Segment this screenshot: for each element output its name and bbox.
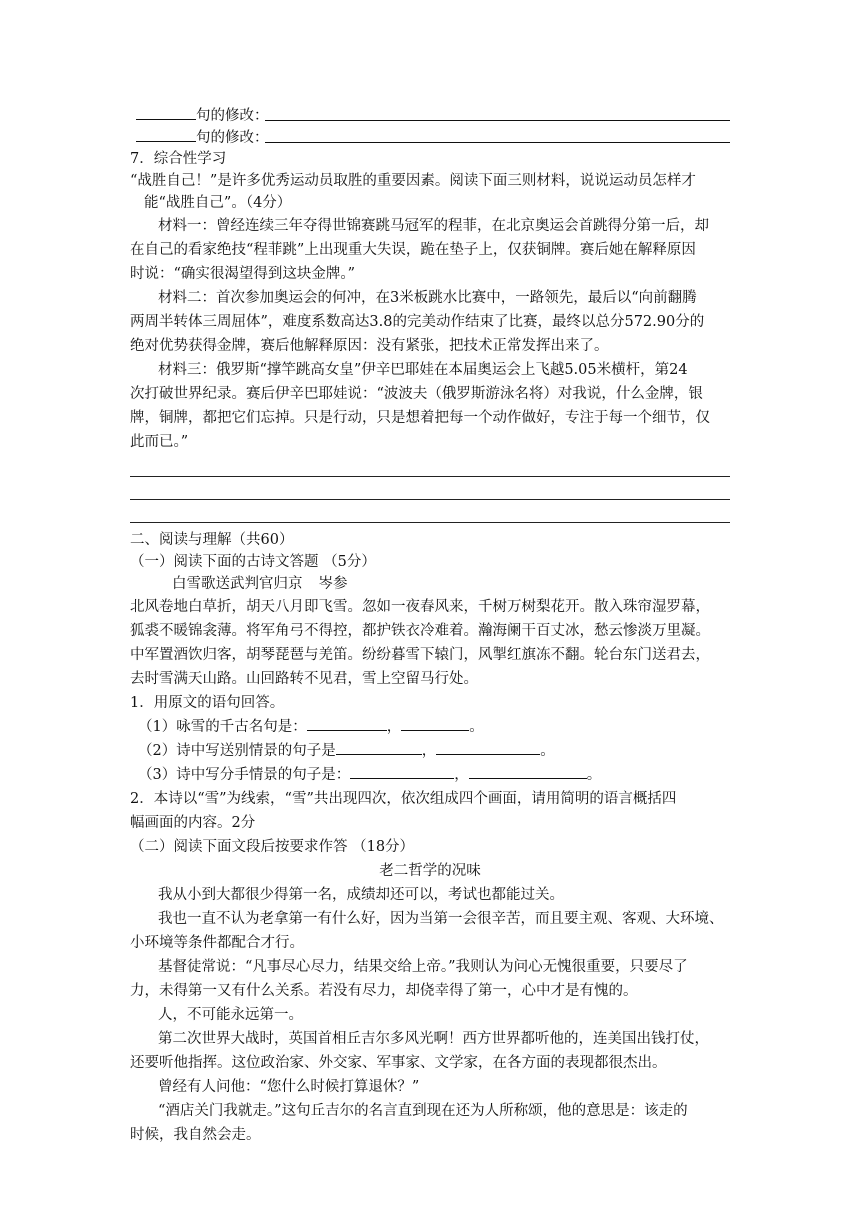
material-3: 材料三：俄罗斯“撑竿跳高女皇”伊辛巴耶娃在本届奥运会上飞越5.05米横杆，第24	[158, 362, 688, 378]
answer-rule[interactable]	[265, 142, 730, 143]
punct: 。	[469, 719, 484, 735]
q7-prompt: “战胜自己！”是许多优秀运动员取胜的重要因素。阅读下面三则材料，说说运动员怎样才	[130, 173, 696, 189]
punct: 。	[540, 743, 555, 759]
material-1: 在自己的看家绝技“程菲跳”上出现重大失误，跪在垫子上，仅获铜牌。赛后她在解释原因	[130, 242, 696, 258]
material-2: 材料二：首次参加奥运会的何冲，在3米板跳水比赛中，一路领先，最后以“向前翻腾	[158, 290, 697, 306]
revise-line-2	[130, 126, 730, 148]
revise-label: 句的修改：	[196, 130, 269, 146]
material-3: 此而已。”	[130, 434, 189, 450]
punct: ，	[454, 767, 469, 783]
answer-rule[interactable]	[130, 477, 730, 500]
answer-area[interactable]	[130, 454, 730, 523]
answer-blank[interactable]	[136, 126, 196, 142]
essay-paragraph: 还要听他指挥。这位政治家、外交家、军事家、文学家，在各方面的表现都很杰出。	[130, 1055, 667, 1071]
answer-blank[interactable]	[136, 104, 196, 120]
question-text: （2）诗中写送别情景的句子是	[138, 743, 336, 759]
essay-paragraph: 第二次世界大战时，英国首相丘吉尔多风光啊！西方世界都听他的，连美国出钱打仗，	[158, 1031, 709, 1047]
question-1-b	[130, 739, 730, 763]
essay-paragraph: 时候，我自然会走。	[130, 1127, 261, 1143]
material-3: 次打破世界纪录。赛后伊辛巴耶娃说：“波波夫（俄罗斯游泳名将）对我说，什么金牌，银	[130, 386, 703, 402]
material-2: 两周半转体三周屈体”，难度系数高达3.8的完美动作结束了比赛，最终以总分572.90分的	[130, 314, 705, 330]
essay-paragraph: 我从小到大都很少得第一名，成绩却还可以，考试也都能过关。	[158, 887, 564, 903]
essay-paragraph: 力，未得第一又有什么关系。若没有尽力，却侥幸得了第一，心中才是有愧的。	[130, 983, 638, 999]
question-text: （1）咏雪的千古名句是：	[138, 719, 307, 735]
answer-blank[interactable]	[401, 715, 469, 731]
material-1: 时说：“确实很渴望得到这块金牌。”	[130, 266, 356, 282]
essay-paragraph: 人，不可能永远第一。	[158, 1007, 303, 1023]
question-1-c	[130, 763, 730, 787]
poem-line: 北风卷地白草折，胡天八月即飞雪。忽如一夜春风来，千树万树梨花开。散入珠帘湿罗幕，	[130, 599, 710, 615]
poem-heading	[130, 573, 730, 595]
exam-page	[130, 104, 730, 1147]
essay-paragraph: 基督徒常说：“凡事尽心尽力，结果交给上帝。”我则认为问心无愧很重要，只要尽了	[158, 959, 688, 975]
punct: ，	[386, 719, 402, 735]
part-one-title: （一）阅读下面的古诗文答题 （5分）	[130, 554, 376, 570]
essay-paragraph: “酒店关门我就走。”这句丘吉尔的名言直到现在还为人所称颂，他的意思是：该走的	[158, 1103, 688, 1119]
material-3: 牌，铜牌，都把它们忘掉。只是行动，只是想着把每一个动作做好，专注于每一个细节，仅	[130, 410, 710, 426]
answer-blank[interactable]	[436, 739, 540, 755]
question-2: 2．本诗以“雪”为线索，“雪”共出现四次，依次组成四个画面，请用简明的语言概括四	[130, 791, 677, 807]
punct: ，	[421, 743, 437, 759]
poem-line: 狐裘不暖锦衾薄。将军角弓不得控，都护铁衣冷难着。瀚海阑干百丈冰，愁云惨淡万里凝。	[130, 623, 710, 639]
answer-rule[interactable]	[130, 454, 730, 477]
question-1-a	[130, 715, 730, 739]
question-1: 1．用原文的语句回答。	[130, 695, 285, 711]
section-two-title: 二、阅读与理解（共60）	[130, 532, 294, 548]
material-1: 材料一：曾经连续三年夺得世锦赛跳马冠军的程菲，在北京奥运会首跳得分第一后，却	[158, 218, 709, 234]
revise-label: 句的修改：	[196, 108, 269, 124]
poem-line: 中军置酒饮归客，胡琴琵琶与羌笛。纷纷暮雪下辕门，风掣红旗冻不翻。轮台东门送君去，	[130, 647, 710, 663]
revise-line-1	[130, 104, 730, 126]
essay-paragraph: 我也一直不认为老拿第一有什么好，因为当第一会很辛苦，而且要主观、客观、大环境、	[158, 911, 724, 927]
essay-paragraph: 小环境等条件都配合才行。	[130, 935, 304, 951]
part-two-title: （二）阅读下面文段后按要求作答 （18分）	[130, 839, 415, 855]
q7-prompt: 能“战胜自己”。（4分）	[144, 195, 292, 211]
material-2: 绝对优势获得金牌，赛后他解释原因：没有紧张，把技术正常发挥出来了。	[130, 338, 609, 354]
answer-blank[interactable]	[350, 763, 454, 779]
essay-paragraph: 曾经有人问他：“您什么时候打算退休？”	[158, 1079, 420, 1095]
question-text: （3）诗中写分手情景的句子是：	[138, 767, 351, 783]
q7-title: 7．综合性学习	[130, 151, 227, 167]
answer-blank[interactable]	[469, 763, 587, 779]
answer-blank[interactable]	[336, 739, 422, 755]
answer-rule[interactable]	[265, 120, 730, 121]
poem-title: 白雪歌送武判官归京	[172, 576, 303, 592]
question-2: 幅画面的内容。2分	[130, 815, 256, 831]
answer-blank[interactable]	[307, 715, 387, 731]
punct: 。	[586, 767, 602, 783]
poem-line: 去时雪满天山路。山回路转不见君，雪上空留马行处。	[130, 671, 478, 687]
essay-title: 老二哲学的况味	[379, 863, 481, 879]
answer-rule[interactable]	[130, 500, 730, 523]
poem-author: 岑参	[318, 576, 348, 592]
